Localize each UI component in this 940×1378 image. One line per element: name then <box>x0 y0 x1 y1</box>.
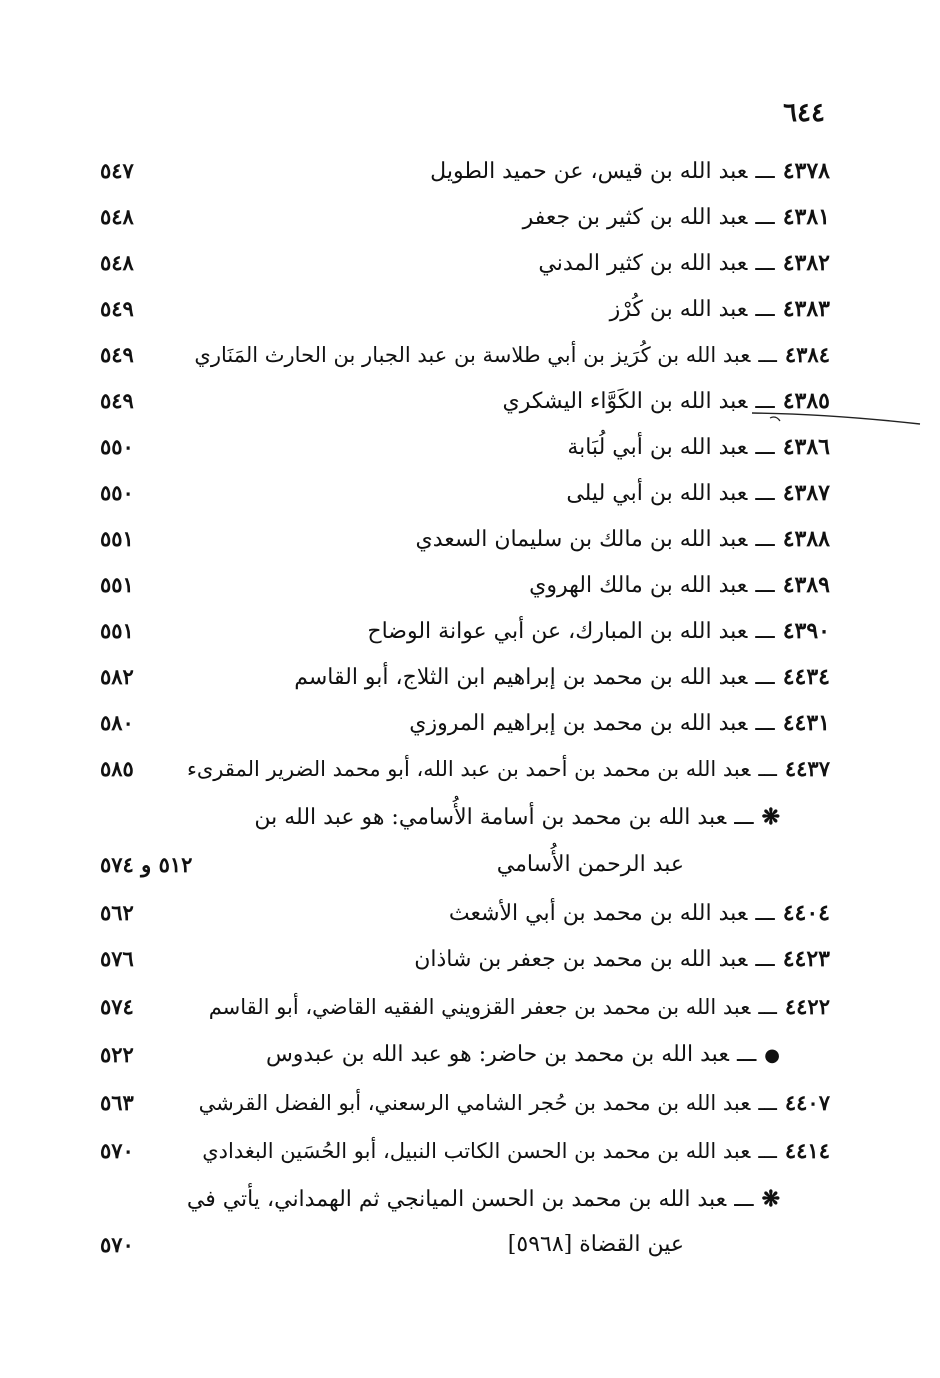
entry-number: ٤٣٩٠ <box>782 618 830 644</box>
entry-number: ٤٣٨٧ <box>782 480 830 506</box>
entry-name: عبد الله بن كثير بن جعفر <box>522 205 748 230</box>
entry-number: ٤٤١٤ <box>784 1138 830 1163</box>
page-reference: ٥٥١ <box>100 572 134 597</box>
dash-separator: ـــ <box>755 297 775 322</box>
entry-name: عبد الله بن مالك بن سليمان السعدي <box>415 527 748 552</box>
dash-separator: ـــ <box>755 573 775 598</box>
entry-number: ٤٣٨٦ <box>782 434 830 460</box>
dash-separator: ـــ <box>755 251 775 276</box>
dash-separator: ـــ <box>755 389 775 414</box>
page-reference: ٥٥١ <box>100 618 134 643</box>
page-reference: ٥٥٠ <box>100 480 134 505</box>
entry-name: عبد الله بن المبارك، عن أبي عوانة الوضاح <box>367 619 748 644</box>
page-reference: ٥٤٩ <box>100 296 134 321</box>
dash-separator: ـــ <box>734 805 754 830</box>
entry-name: عبد الله بن مالك الهروي <box>529 573 748 598</box>
dash-separator: ـــ <box>755 901 775 926</box>
entry-number: ٤٤٣٤ <box>782 664 830 690</box>
dash-separator: ـــ <box>758 995 777 1019</box>
entry-name: عبد الله بن محمد بن إبراهيم ابن الثلاج، أبو القاسم <box>294 665 748 690</box>
entry-name: عبد الله بن كُرَيز بن أبي طلاسة بن عبد الجبار بن الحارث المَنَاري <box>194 343 751 367</box>
page-reference: ٥٧٠ <box>100 1232 134 1257</box>
page-reference: ٥٨٠ <box>100 710 134 735</box>
entry-name: عبد الله بن محمد بن أسامة الأُسامي: هو عبد الله بن <box>254 805 727 830</box>
entry-name: عبد الله بن أبي ليلى <box>566 481 748 506</box>
page-reference: ٥٤٧ <box>100 158 134 183</box>
page-reference: ٥٤٩ <box>100 342 134 367</box>
dash-separator: ـــ <box>755 947 775 972</box>
page-reference: ٥٧٠ <box>100 1138 134 1163</box>
entry-name: عبد الله بن الكَوَّاء اليشكري <box>502 389 748 414</box>
entry-number: ٤٣٨٤ <box>784 342 830 367</box>
dash-separator: ـــ <box>758 757 777 781</box>
entry-number: ٤٣٨٨ <box>782 526 830 552</box>
page-reference: ٥٨٥ <box>100 756 134 781</box>
entry-number: ٤٣٨٩ <box>782 572 830 598</box>
page-reference: ٥٤٨ <box>100 204 134 229</box>
entry-number: ٤٤٠٧ <box>784 1090 830 1115</box>
entry-name: عبد الله بن محمد بن جعفر بن شاذان <box>414 947 748 972</box>
entry-number: ٤٣٨١ <box>782 204 830 230</box>
entry-name: عبد الله بن أبي لُبَابة <box>567 435 748 460</box>
entry-name: عبد الله بن محمد بن الحسن الكاتب النبيل، أبو الحُسَين البغدادي <box>202 1139 751 1163</box>
entry-name: عبد الله بن قيس، عن حميد الطويل <box>430 159 748 184</box>
page-reference: ٥٢٢ <box>100 1042 134 1067</box>
entry-name: عبد الله بن محمد بن إبراهيم المروزي <box>409 711 748 736</box>
dash-separator: ـــ <box>755 527 775 552</box>
asterisk-marker-icon: ❋ <box>761 1186 780 1212</box>
entry-number: ٤٤٠٤ <box>782 900 830 926</box>
entry-name: عبد الله بن محمد بن أحمد بن عبد الله، أبو محمد الضرير المقرىء <box>186 757 751 781</box>
dash-separator: ـــ <box>755 665 775 690</box>
dash-separator: ـــ <box>755 435 775 460</box>
dash-separator: ـــ <box>755 619 775 644</box>
entry-name: عبد الله بن محمد بن حاضر: هو عبد الله بن عبدوس <box>265 1042 729 1067</box>
page-number: ٦٤٤ <box>783 98 825 128</box>
entry-name: عبد الله بن محمد بن حُجر الشامي الرسعني، أبو الفضل القرشي <box>198 1091 751 1115</box>
dash-separator: ـــ <box>755 159 775 184</box>
entry-name: عبد الله بن محمد بن أبي الأشعث <box>448 901 748 926</box>
entry-number: ٤٤٣١ <box>782 710 830 736</box>
dash-separator: ـــ <box>758 343 777 367</box>
dash-separator: ـــ <box>755 711 775 736</box>
entry-number: ٤٤٣٧ <box>784 756 830 781</box>
continuation-text: عبد الرحمن الأُسامي <box>496 852 684 877</box>
page-reference: ٥٧٦ <box>100 946 134 971</box>
dash-separator: ـــ <box>758 1091 777 1115</box>
pen-underline-squiggle <box>770 417 780 421</box>
page-reference: ٥٦٢ <box>100 900 134 925</box>
page-reference: ٥٤٩ <box>100 388 134 413</box>
dash-separator: ـــ <box>734 1187 754 1212</box>
dash-separator: ـــ <box>755 481 775 506</box>
page-reference: ٥٥١ <box>100 526 134 551</box>
page-reference: ٥١٢ و ٥٧٤ <box>100 852 193 877</box>
page-reference: ٥٧٤ <box>100 994 134 1019</box>
page-reference: ٥٤٨ <box>100 250 134 275</box>
entry-number: ٤٤٢٣ <box>782 946 830 972</box>
entry-number: ٤٣٨٣ <box>782 296 830 322</box>
page-reference: ٥٦٣ <box>100 1090 134 1115</box>
entry-name: عبد الله بن كثير المدني <box>538 251 748 276</box>
dash-separator: ـــ <box>736 1042 757 1067</box>
entry-number: ٤٣٨٢ <box>782 250 830 276</box>
dash-separator: ـــ <box>755 205 775 230</box>
entry-number: ٤٣٨٥ <box>782 388 830 414</box>
bullet-marker-icon: ● <box>764 1045 780 1066</box>
page-reference: ٥٨٢ <box>100 664 134 689</box>
continuation-text: عين القضاة [٥٩٦٨] <box>507 1232 684 1257</box>
dash-separator: ـــ <box>758 1139 777 1163</box>
entry-name: عبد الله بن محمد بن الحسن الميانجي ثم الهمداني، يأتي في <box>186 1187 727 1212</box>
entry-name: عبد الله بن كُرْز <box>609 297 748 322</box>
asterisk-marker-icon: ❋ <box>761 804 780 830</box>
entry-number: ٤٤٢٢ <box>784 994 830 1019</box>
entry-number: ٤٣٧٨ <box>782 158 830 184</box>
page-reference: ٥٥٠ <box>100 434 134 459</box>
entry-name: عبد الله بن محمد بن جعفر القزويني الفقيه القاضي، أبو القاسم <box>208 995 751 1019</box>
